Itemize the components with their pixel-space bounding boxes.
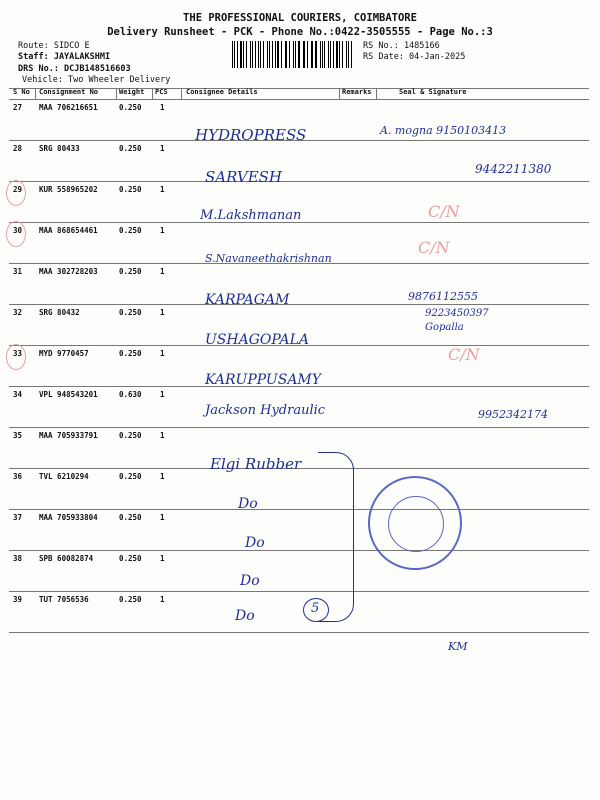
ditto-38: Do — [245, 535, 265, 551]
col-sno: S No — [13, 88, 30, 96]
rs-date: RS Date: 04-Jan-2025 — [363, 52, 466, 62]
row-weight: 0.250 — [119, 267, 142, 276]
consignee-sign-27: HYDROPRESS — [195, 126, 307, 144]
rs-number: RS No.: 1485166 — [363, 41, 440, 51]
col-weight: Weight — [119, 88, 145, 96]
row-sno: 37 — [13, 513, 23, 522]
red-circle-29 — [6, 180, 26, 206]
row-sno: 30 — [13, 226, 23, 235]
consignee-sign-36: Elgi Rubber — [210, 455, 302, 473]
staff-label: Staff: JAYALAKSHMI — [18, 52, 111, 62]
row-sno: 38 — [13, 554, 23, 563]
row-consignment: TUT 7056536 — [39, 595, 89, 604]
cn-mark-29: C/N — [428, 202, 460, 221]
signature-32-name: Gopalla — [425, 322, 464, 333]
row-sno: 31 — [13, 267, 23, 276]
row-consignment: SPB 60082874 — [39, 554, 94, 563]
col-consignment: Consignment No — [39, 88, 99, 96]
red-circle-33 — [6, 344, 26, 370]
ditto-39a: Do — [240, 573, 260, 589]
row-weight: 0.250 — [119, 103, 142, 112]
row-consignment: SRG 80433 — [39, 144, 80, 153]
cn-mark-33: C/N — [448, 345, 480, 364]
row-consignment: MAA 706216651 — [39, 103, 98, 112]
consignee-sign-33: KARUPPUSAMY — [205, 372, 322, 388]
row-pcs: 1 — [160, 185, 165, 194]
col-consignee: Consignee Details — [186, 88, 258, 96]
row-consignment: VPL 948543201 — [39, 390, 98, 399]
row-separator — [9, 550, 589, 551]
consignee-sign-32: USHAGOPALA — [205, 332, 310, 348]
ditto-37: Do — [238, 496, 258, 512]
row-sno: 39 — [13, 595, 23, 604]
drs-number: DRS No.: DCJB148516603 — [18, 64, 131, 74]
consignee-sign-29: M.Lakshmanan — [200, 208, 302, 223]
row-weight: 0.250 — [119, 349, 142, 358]
row-separator — [9, 632, 589, 633]
table-row — [9, 267, 589, 308]
vehicle-label: Vehicle: Two Wheeler Delivery — [22, 75, 171, 85]
row-sno: 34 — [13, 390, 23, 399]
row-pcs: 1 — [160, 472, 165, 481]
row-sno: 35 — [13, 431, 23, 440]
row-sno: 27 — [13, 103, 23, 112]
signature-34: 9952342174 — [478, 408, 548, 421]
consignee-sign-30: S.Navaneethakrishnan — [205, 252, 332, 265]
row-separator — [9, 304, 589, 305]
table-row — [9, 513, 589, 554]
table-row — [9, 472, 589, 513]
row-weight: 0.250 — [119, 308, 142, 317]
runsheet-title: THE PROFESSIONAL COURIERS, COIMBATORE — [183, 12, 417, 24]
row-sno: 32 — [13, 308, 23, 317]
row-separator — [9, 427, 589, 428]
row-separator — [9, 591, 589, 592]
signature-28: 9442211380 — [475, 162, 552, 176]
count-number: 5 — [311, 601, 320, 616]
row-pcs: 1 — [160, 226, 165, 235]
table-row — [9, 554, 589, 595]
bracket-mark — [318, 452, 354, 622]
col-seal: Seal & Signature — [399, 88, 467, 96]
row-weight: 0.630 — [119, 390, 142, 399]
route-label: Route: SIDCO E — [18, 41, 90, 51]
row-pcs: 1 — [160, 349, 165, 358]
ditto-39b: Do — [235, 608, 255, 624]
row-consignment: MAA 302728203 — [39, 267, 98, 276]
row-sno: 29 — [13, 185, 23, 194]
row-consignment: MAA 705933804 — [39, 513, 98, 522]
row-consignment: KUR 558965202 — [39, 185, 98, 194]
row-pcs: 1 — [160, 431, 165, 440]
row-sno: 28 — [13, 144, 23, 153]
row-pcs: 1 — [160, 103, 165, 112]
consignee-sign-31: KARPAGAM — [205, 292, 290, 308]
row-weight: 0.250 — [119, 185, 142, 194]
row-consignment: MAA 868654461 — [39, 226, 98, 235]
cn-mark-30: C/N — [418, 238, 450, 257]
company-seal-stamp — [368, 476, 462, 570]
row-pcs: 1 — [160, 308, 165, 317]
row-consignment: MAA 705933791 — [39, 431, 98, 440]
row-consignment: MYD 9770457 — [39, 349, 89, 358]
row-consignment: SRG 80432 — [39, 308, 80, 317]
row-sno: 36 — [13, 472, 23, 481]
row-weight: 0.250 — [119, 513, 142, 522]
row-weight: 0.250 — [119, 595, 142, 604]
row-consignment: TVL 6210294 — [39, 472, 89, 481]
signature-27: A. mogna 9150103413 — [380, 124, 507, 137]
row-separator — [9, 181, 589, 182]
row-pcs: 1 — [160, 513, 165, 522]
col-remarks: Remarks — [342, 88, 372, 96]
row-weight: 0.250 — [119, 472, 142, 481]
consignee-sign-34: Jackson Hydraulic — [205, 403, 326, 418]
runsheet-subtitle: Delivery Runsheet - PCK - Phone No.:0422-3505555 - Page No.:3 — [107, 26, 493, 38]
red-circle-30 — [6, 221, 26, 247]
row-pcs: 1 — [160, 390, 165, 399]
col-pcs: PCS — [155, 88, 168, 96]
signature-32: 9223450397 — [425, 308, 489, 319]
consignee-sign-28: SARVESH — [205, 168, 283, 186]
row-weight: 0.250 — [119, 226, 142, 235]
row-pcs: 1 — [160, 595, 165, 604]
barcode — [232, 41, 354, 68]
row-weight: 0.250 — [119, 431, 142, 440]
row-pcs: 1 — [160, 267, 165, 276]
row-weight: 0.250 — [119, 144, 142, 153]
row-pcs: 1 — [160, 144, 165, 153]
row-sno: 33 — [13, 349, 23, 358]
row-pcs: 1 — [160, 554, 165, 563]
row-weight: 0.250 — [119, 554, 142, 563]
table-row — [9, 595, 589, 636]
row-separator — [9, 509, 589, 510]
signature-31: 9876112555 — [408, 290, 478, 303]
initials: KM — [448, 640, 468, 653]
